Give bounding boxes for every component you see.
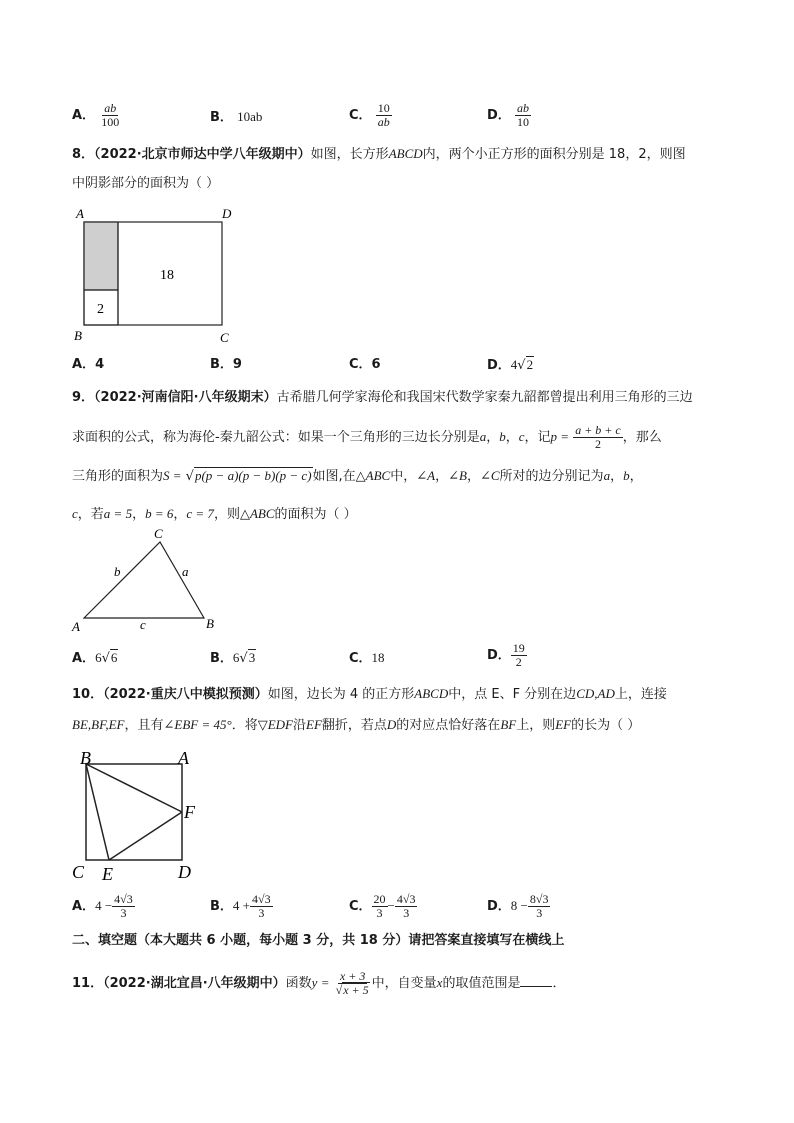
fraction: $\frac{10}{ab}$: [377, 101, 390, 129]
label-f: F: [184, 802, 195, 822]
q9-stem-line4: c，若a = 5，b = 6，c = 7，则△ABC的面积为（ ）: [72, 506, 357, 522]
fraction: $\frac{ab}{100}$: [101, 101, 120, 129]
label-side-b: b: [114, 564, 121, 579]
q8-option-d: D．4√2: [487, 357, 534, 373]
q7-option-d: D． $\frac{ab}{10}$: [487, 101, 529, 129]
q8-stem-line2: 中阴影部分的面积为（ ）: [72, 176, 220, 191]
q7-option-a: A． $\frac{ab}{100}$: [72, 101, 120, 129]
p-fraction: $\frac{a + b + c}{2}$: [575, 423, 621, 451]
q9-option-d: D． $\frac{19}{2}$: [487, 641, 525, 669]
label-c: C: [72, 862, 85, 882]
segment-be: [86, 764, 109, 860]
q9-stem-line1: 9．（2022·河南信阳·八年级期末）古希腊几何学家海伦和我国宋代数学家秦九韶都曾提出利用三角形的三边: [72, 390, 693, 405]
label-e: E: [102, 864, 113, 884]
fraction: $\frac{ab}{10}$: [516, 101, 529, 129]
label-a-vertex: A: [72, 619, 80, 634]
q9-stem-line2: 求面积的公式，称为海伦-秦九韶公式：如果一个三角形的三边长分别是a，b，c，记p = $\frac{a + b + c}{2}$ ，那么: [72, 423, 662, 451]
q9-stem-line3: 三角形的面积为S = √p(p − a)(p − b)(p − c)如图,在△ABC中，∠A，∠B，∠C所对的边分别记为a，b，: [72, 468, 643, 484]
label-d: D: [178, 862, 191, 882]
q9-option-a: A．6√6: [72, 650, 118, 666]
q8-figure: [70, 202, 250, 347]
label-b: B: [80, 748, 91, 768]
triangle-abc: [84, 542, 204, 618]
q10-option-d: D．8 − $\frac{8√3}{3}$: [487, 892, 549, 920]
q8-option-b: B．9: [210, 357, 242, 372]
label-a: A: [76, 206, 84, 221]
label-d: D: [222, 206, 232, 221]
label-b: B: [74, 328, 82, 343]
q8-option-c: C．6: [349, 357, 381, 372]
q10-option-b: B．4 + $\frac{4√3}{3}$: [210, 892, 271, 920]
section-2-heading: 二、填空题（本大题共 6 小题，每小题 3 分，共 18 分）请把答案直接填写在横线上: [72, 933, 565, 948]
answer-blank[interactable]: [520, 973, 552, 987]
label-c: C: [220, 330, 229, 345]
q10-stem-line2: BE,BF,EF，且有∠EBF = 45°．将▽EDF沿EF翻折，若点D的对应点恰好落在BF上，则EF的长为（ ）: [72, 717, 641, 733]
q9-option-c: C．18: [349, 650, 385, 666]
q10-stem-line1: 10．（2022·重庆八中模拟预测）如图，边长为 4 的正方形ABCD中，点 E、F 分别在边CD,AD上，连接: [72, 686, 667, 702]
q7-option-c: C． $\frac{10}{ab}$: [349, 101, 390, 129]
q11-stem: 11．（2022·湖北宜昌·八年级期中）函数y = $\frac{x + 3}{√x + 5}$ 中，自变量x的取值范围是 ．: [72, 969, 566, 997]
square-abcd: [86, 764, 182, 860]
q10-option-c: C． $\frac{20}{3}$ − $\frac{4√3}{3}$: [349, 892, 416, 920]
q9-figure: [68, 528, 228, 638]
label-a: A: [178, 748, 189, 768]
q7-option-b: B． 10ab: [210, 109, 263, 125]
q8-stem-line1: 8．（2022·北京市师达中学八年级期中）如图，长方形ABCD内，两个小正方形的面积分别是 18，2，则图: [72, 146, 686, 162]
label-18: 18: [160, 268, 174, 283]
shaded-region: [84, 222, 118, 290]
label-2: 2: [97, 302, 104, 317]
label-c-vertex: C: [154, 528, 163, 541]
q8-option-a: A．4: [72, 357, 105, 372]
label-b-vertex: B: [206, 616, 214, 631]
label-side-c: c: [140, 617, 146, 632]
segment-ef: [109, 812, 182, 860]
q9-option-b: B．6√3: [210, 650, 256, 666]
q10-option-a: A．4 − $\frac{4√3}{3}$: [72, 892, 133, 920]
segment-bf: [86, 764, 182, 812]
q10-figure: [70, 744, 210, 886]
label-side-a: a: [182, 564, 189, 579]
